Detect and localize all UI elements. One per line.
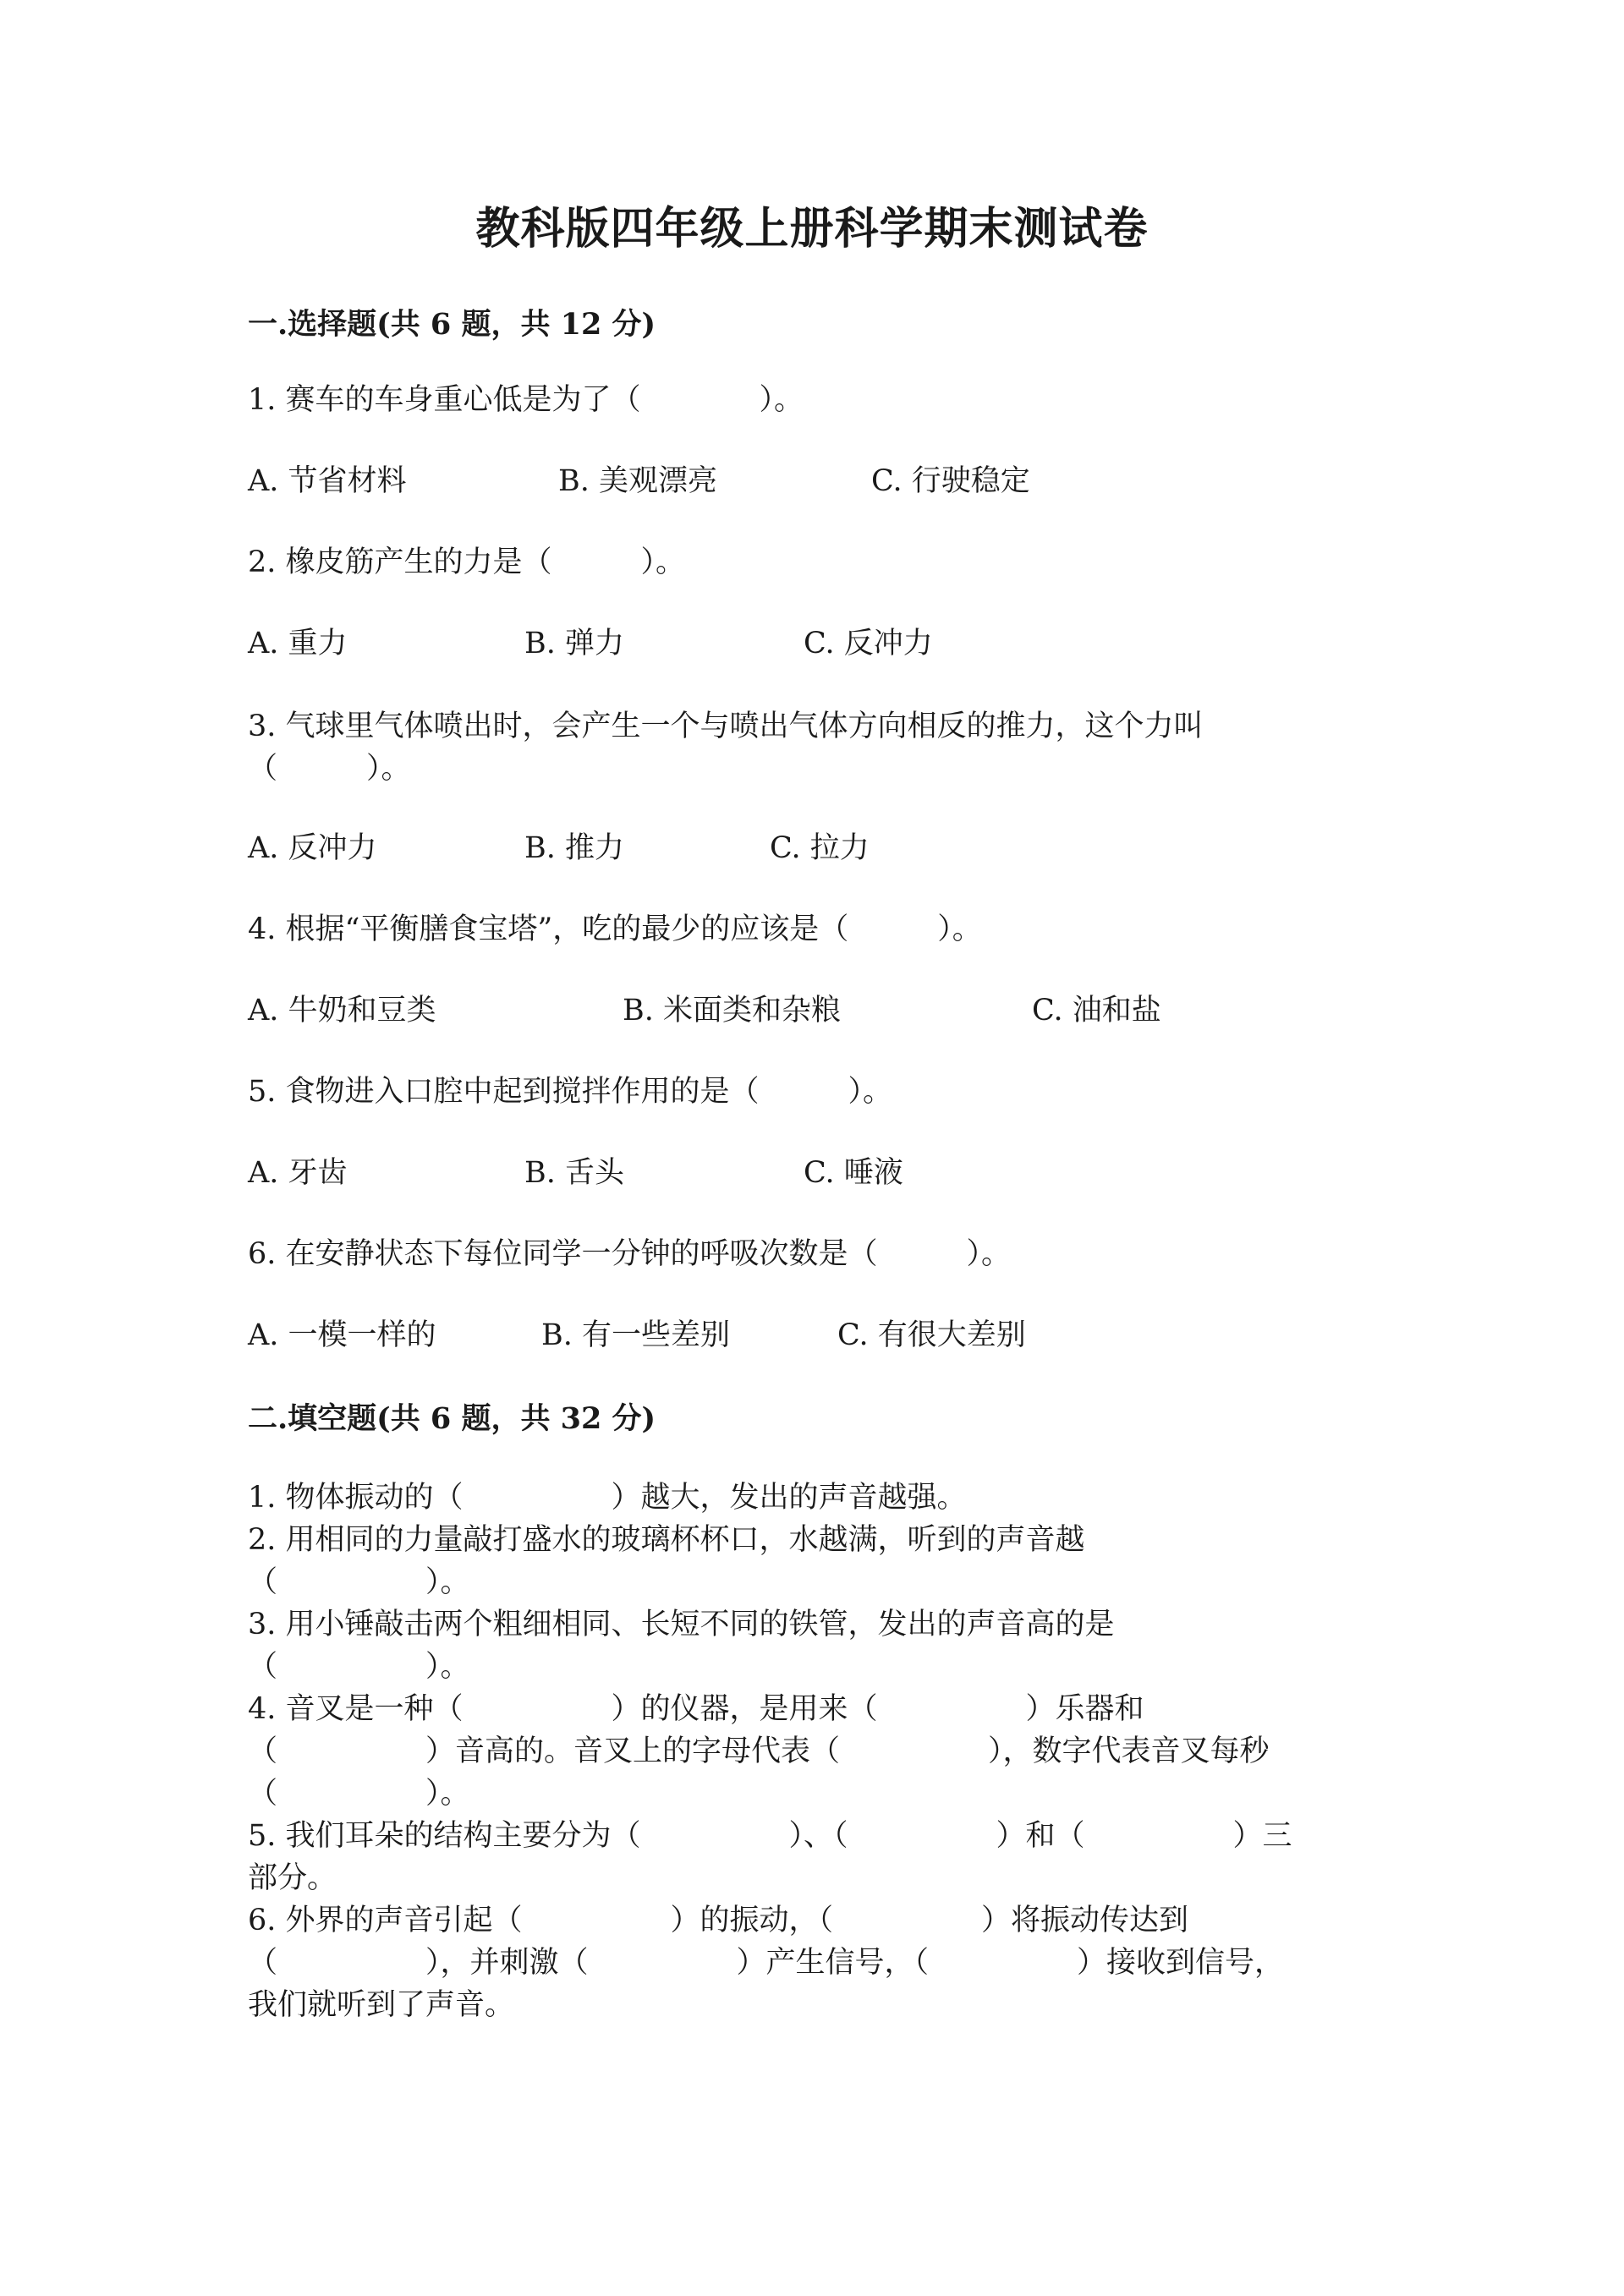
option-c: C. 拉力 [770, 831, 870, 865]
fill-line: （ ）。 [248, 1565, 470, 1599]
option-b: B. 美观漂亮 [558, 464, 717, 498]
fill-line: 6. 外界的声音引起（ ）的振动，（ ）将振动传达到 [248, 1904, 1189, 1937]
section-heading-choice: 一.选择题(共 6 题，共 12 分) [248, 307, 656, 342]
page-title: 教科版四年级上册科学期末测试卷 [475, 203, 1149, 255]
option-a: A. 反冲力 [248, 831, 377, 865]
option-c: C. 反冲力 [804, 627, 933, 660]
option-c: C. 有很大差别 [837, 1318, 1026, 1352]
question-2: 2. 橡皮筋产生的力是（ ）。 [248, 545, 686, 579]
fill-line: 5. 我们耳朵的结构主要分为（ ）、（ ）和（ ）三 [248, 1819, 1292, 1853]
option-a: A. 节省材料 [248, 464, 407, 498]
option-a: A. 重力 [248, 627, 348, 660]
option-b: B. 舌头 [524, 1156, 624, 1190]
question-3-continued: （ ）。 [248, 752, 411, 786]
option-b: B. 推力 [524, 831, 624, 865]
option-b: B. 米面类和杂粮 [623, 994, 841, 1027]
option-c: C. 唾液 [804, 1156, 903, 1190]
question-1: 1. 赛车的车身重心低是为了（ ）。 [248, 383, 804, 417]
option-a: A. 牛奶和豆类 [248, 994, 436, 1027]
section-heading-fill: 二.填空题(共 6 题，共 32 分) [248, 1401, 656, 1436]
fill-line: 我们就听到了声音。 [248, 1988, 515, 2022]
fill-line: 2. 用相同的力量敲打盛水的玻璃杯杯口，水越满，听到的声音越 [248, 1523, 1085, 1557]
fill-line: （ ）音高的。音叉上的字母代表（ ），数字代表音叉每秒 [248, 1734, 1270, 1768]
question-3: 3. 气球里气体喷出时，会产生一个与喷出气体方向相反的推力，这个力叫 [248, 710, 1204, 743]
fill-line: 3. 用小锤敲击两个粗细相同、长短不同的铁管，发出的声音高的是 [248, 1608, 1115, 1641]
question-4: 4. 根据“平衡膳食宝塔”，吃的最少的应该是（ ）。 [248, 912, 982, 946]
option-c: C. 油和盐 [1032, 994, 1161, 1027]
question-5: 5. 食物进入口腔中起到搅拌作用的是（ ）。 [248, 1075, 893, 1109]
option-b: B. 有一些差别 [541, 1318, 730, 1352]
option-c: C. 行驶稳定 [871, 464, 1030, 498]
fill-line: （ ）。 [248, 1777, 470, 1811]
option-b: B. 弹力 [524, 627, 624, 660]
option-a: A. 一模一样的 [248, 1318, 436, 1352]
fill-line: （ ）。 [248, 1650, 470, 1684]
fill-line: 4. 音叉是一种（ ）的仪器，是用来（ ）乐器和 [248, 1692, 1144, 1726]
fill-line: （ ），并刺激（ ）产生信号，（ ）接收到信号， [248, 1946, 1285, 1980]
question-6: 6. 在安静状态下每位同学一分钟的呼吸次数是（ ）。 [248, 1237, 1012, 1271]
fill-line: 部分。 [248, 1861, 337, 1895]
fill-line: 1. 物体振动的（ ）越大，发出的声音越强。 [248, 1481, 967, 1515]
option-a: A. 牙齿 [248, 1156, 348, 1190]
